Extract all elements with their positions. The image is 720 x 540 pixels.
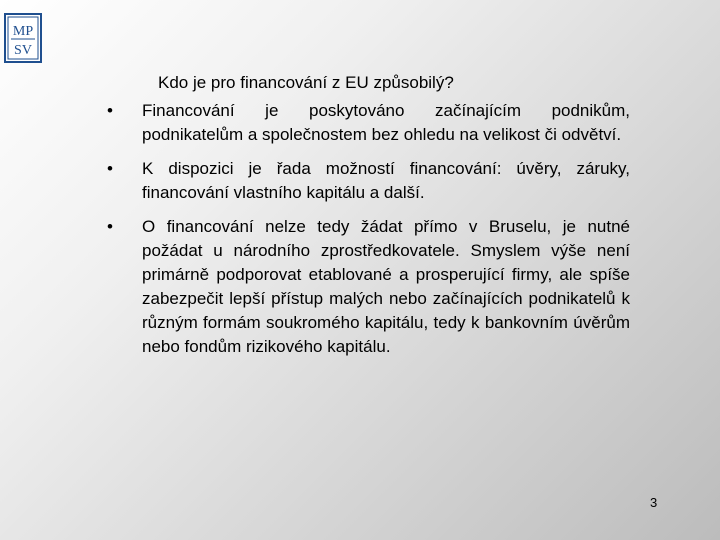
bullet-icon: • xyxy=(107,159,113,178)
bullet-icon: • xyxy=(107,101,113,120)
mpsv-logo xyxy=(4,13,42,63)
list-item xyxy=(100,99,630,147)
bullet-icon: • xyxy=(107,217,113,236)
bullet-text: O financování nelze tedy žádat přímo v Bruselu, je nutné požádat u národního zprostředkovatele. Smyslem výše není primárně podporovat etablované a prosperující firmy, ale spíše zabezpečit lepší přístup malých nebo začínajících podnikatelů k různým formám soukromého kapitálu, tedy k bankovním úvěrům nebo fondům rizikového kapitálu. xyxy=(142,217,630,356)
list-item xyxy=(100,157,630,205)
bullet-text: Financování je poskytováno začínajícím podnikům, podnikatelům a společnostem bez ohledu na velikost či odvětví. xyxy=(142,101,630,144)
logo-text-sv: SV xyxy=(14,43,32,58)
page-number: 3 xyxy=(650,495,658,510)
mpsv-logo-graphic xyxy=(6,15,40,61)
list-item xyxy=(100,215,630,359)
logo-text-mp: MP xyxy=(12,24,34,39)
slide-title: Kdo je pro financování z EU způsobilý? xyxy=(158,73,454,92)
bullet-list xyxy=(100,99,630,369)
bullet-text: K dispozici je řada možností financování: úvěry, záruky, financování vlastního kapitálu a další. xyxy=(142,159,630,202)
